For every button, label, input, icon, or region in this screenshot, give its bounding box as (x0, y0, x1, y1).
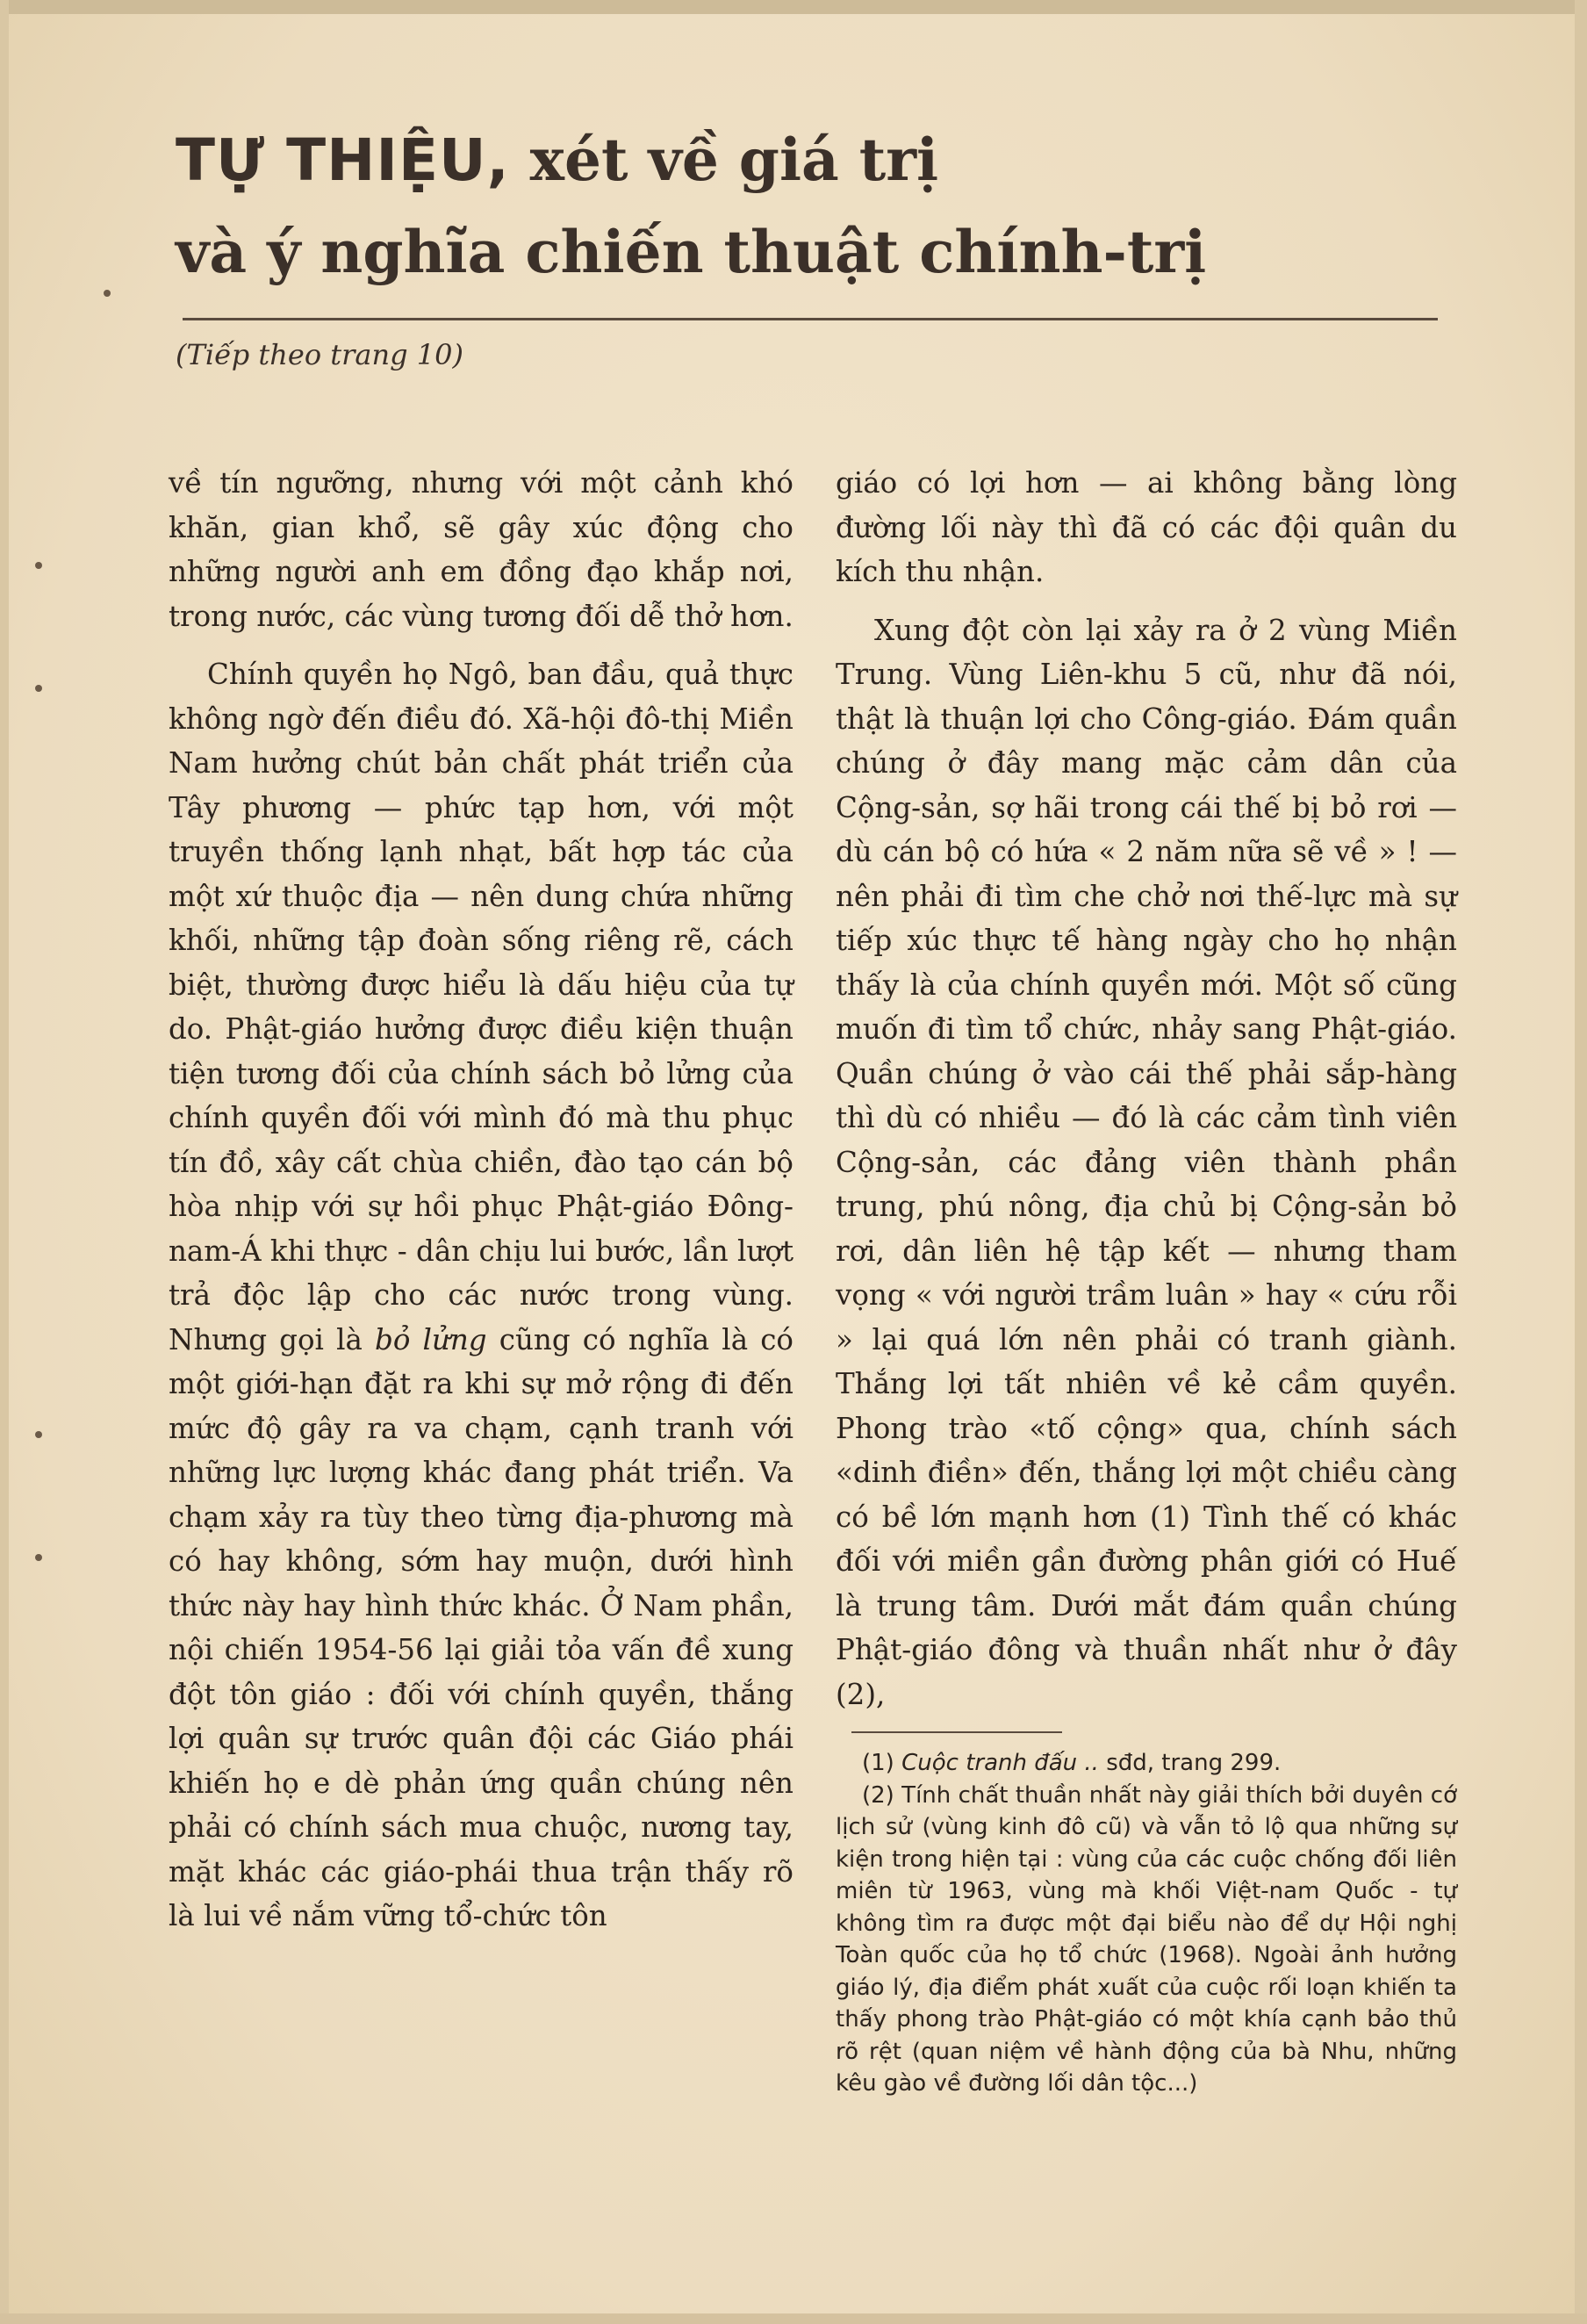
footnote-1 (836, 1747, 1457, 1780)
footnote-source: Cuộc tranh đấu .. (901, 1750, 1099, 1776)
footnote-number: (1) (862, 1750, 902, 1776)
article-title (176, 114, 1457, 298)
footnote-rule (851, 1731, 1062, 1733)
binding-hole-mark (35, 685, 42, 692)
binding-hole-mark (35, 1554, 42, 1561)
footnotes (836, 1747, 1457, 2100)
footnote-2: (2) Tính chất thuần nhất này giải thích bởi duyên cớ lịch sử (vùng kinh đô cũ) và vẫn tỏ lộ qua những sự kiện trong hiện tại : vùng của các cuộc chống đối liên miên từ 1963, vùng mà khối Việt-nam Quốc - tự không tìm ra được một đại biểu nào để dự Hội nghị Toàn quốc của họ tổ chức (1968). Ngoài ảnh hưởng giáo lý, địa điểm phát xuất của cuộc rối loạn khiến ta thấy phong trào Phật-giáo có một khía cạnh bảo thủ rõ rệt (quan niệm về hành động của bà Nhu, những kêu gào về đường lối dân tộc...) (836, 1781, 1457, 2097)
italic-term: bỏ lửng (375, 1322, 487, 1356)
paragraph-part: Chính quyền họ Ngô, ban đầu, quả thực không ngờ đến điều đó. Xã-hội đô-thị Miền Nam hưởng chút bản chất phát triển của Tây phương — phức tạp hơn, với một truyền thống lạnh nhạt, bất hợp tác của một xứ thuộc địa — nên dung chứa những khối, những tập đoàn sống riêng rẽ, cách biệt, thường được hiểu là dấu hiệu của tự do. Phật-giáo hưởng được điều kiện thuận tiện tương đối của chính sách bỏ lửng của chính quyền đối với mình đó mà thu phục tín đồ, xây cất chùa chiền, đào tạo cán bộ hòa nhịp với sự hồi phục Phật-giáo Đông-nam-Á khi thực - dân chịu lui bước, lần lượt trả độc lập cho các nước trong vùng. Nhưng gọi là (169, 658, 794, 1356)
paragraph (169, 652, 794, 1939)
title-line-2: và ý nghĩa chiến thuật chính-trị (176, 218, 1207, 286)
page-edge-bottom (0, 2313, 1587, 2324)
footnote-text: sđd, trang 299. (1098, 1750, 1282, 1776)
binding-hole-mark (104, 290, 111, 297)
title-lead: TỰ THIỆU, (176, 126, 510, 194)
title-line-1 (176, 126, 938, 194)
title-line-1-rest: xét về giá trị (509, 126, 939, 194)
paragraph: Xung đột còn lại xảy ra ở 2 vùng Miền Trung. Vùng Liên-khu 5 cũ, như đã nói, thật là thuận lợi cho Công-giáo. Đám quần chúng ở đây mang mặc cảm dân của Cộng-sản, sợ hãi trong cái thế bị bỏ rơi — dù cán bộ có hứa « 2 năm nữa sẽ về » ! — nên phải đi tìm che chở nơi thế-lực mà sự tiếp xúc thực tế hàng ngày cho họ nhận thấy là của chính quyền mới. Một số cũng muốn đi tìm tổ chức, nhảy sang Phật-giáo. Quần chúng ở vào cái thế phải sắp-hàng thì dù có nhiều — đó là các cảm tình viên Cộng-sản, các đảng viên thành phần trung, phú nông, địa chủ bị Cộng-sản bỏ rơi, dân liên hệ tập kết — nhưng tham vọng « với người trầm luân » hay « cứu rỗi » lại quá lớn nên phải có tranh giành. Thắng lợi tất nhiên về kẻ cầm quyền. Phong trào «tố cộng» qua, chính sách «dinh điền» đến, thắng lợi một chiều càng có bề lớn mạnh hơn (1) Tình thế có khác đối với miền gần đường phân giới có Huế là trung tâm. Dưới mắt đám quần chúng Phật-giáo đông và thuần nhất như ở đây (2), (836, 613, 1457, 1711)
paragraph-part: cũng có nghĩa là có một giới-hạn đặt ra khi sự mở rộng đi đến mức độ gây ra va chạm, cạnh tranh với những lực lượng khác đang phát triển. Va chạm xảy ra tùy theo từng địa-phương mà có hay không, sớm hay muộn, dưới hình thức này hay hình thức khác. Ở Nam phần, nội chiến 1954-56 lại giải tỏa vấn đề xung đột tôn giáo : đối với chính quyền, thắng lợi quân sự trước quân đội các Giáo phái khiến họ e dè phản ứng quần chúng nên phải có chính sách mua chuộc, nương tay, mặt khác các giáo-phái thua trận thấy rõ là lui về nắm vững tổ-chức tôn (169, 1322, 794, 1932)
page-edge-right (1575, 0, 1587, 2324)
binding-hole-mark (35, 562, 42, 569)
binding-hole-mark (35, 1431, 42, 1438)
paragraph: giáo có lợi hơn — ai không bằng lòng đường lối này thì đã có các đội quân du kích thu nhận. (836, 466, 1457, 588)
title-rule (183, 318, 1438, 320)
continued-note: (Tiếp theo trang 10) (176, 338, 463, 371)
text-column-left (169, 461, 794, 1939)
text-column-right (836, 461, 1457, 1716)
page-edge-left (0, 0, 9, 2324)
paragraph: về tín ngưỡng, nhưng với một cảnh khó khăn, gian khổ, sẽ gây xúc động cho những người anh em đồng đạo khắp nơi, trong nước, các vùng tương đối dễ thở hơn. (169, 466, 794, 633)
page-edge-top (0, 0, 1587, 14)
